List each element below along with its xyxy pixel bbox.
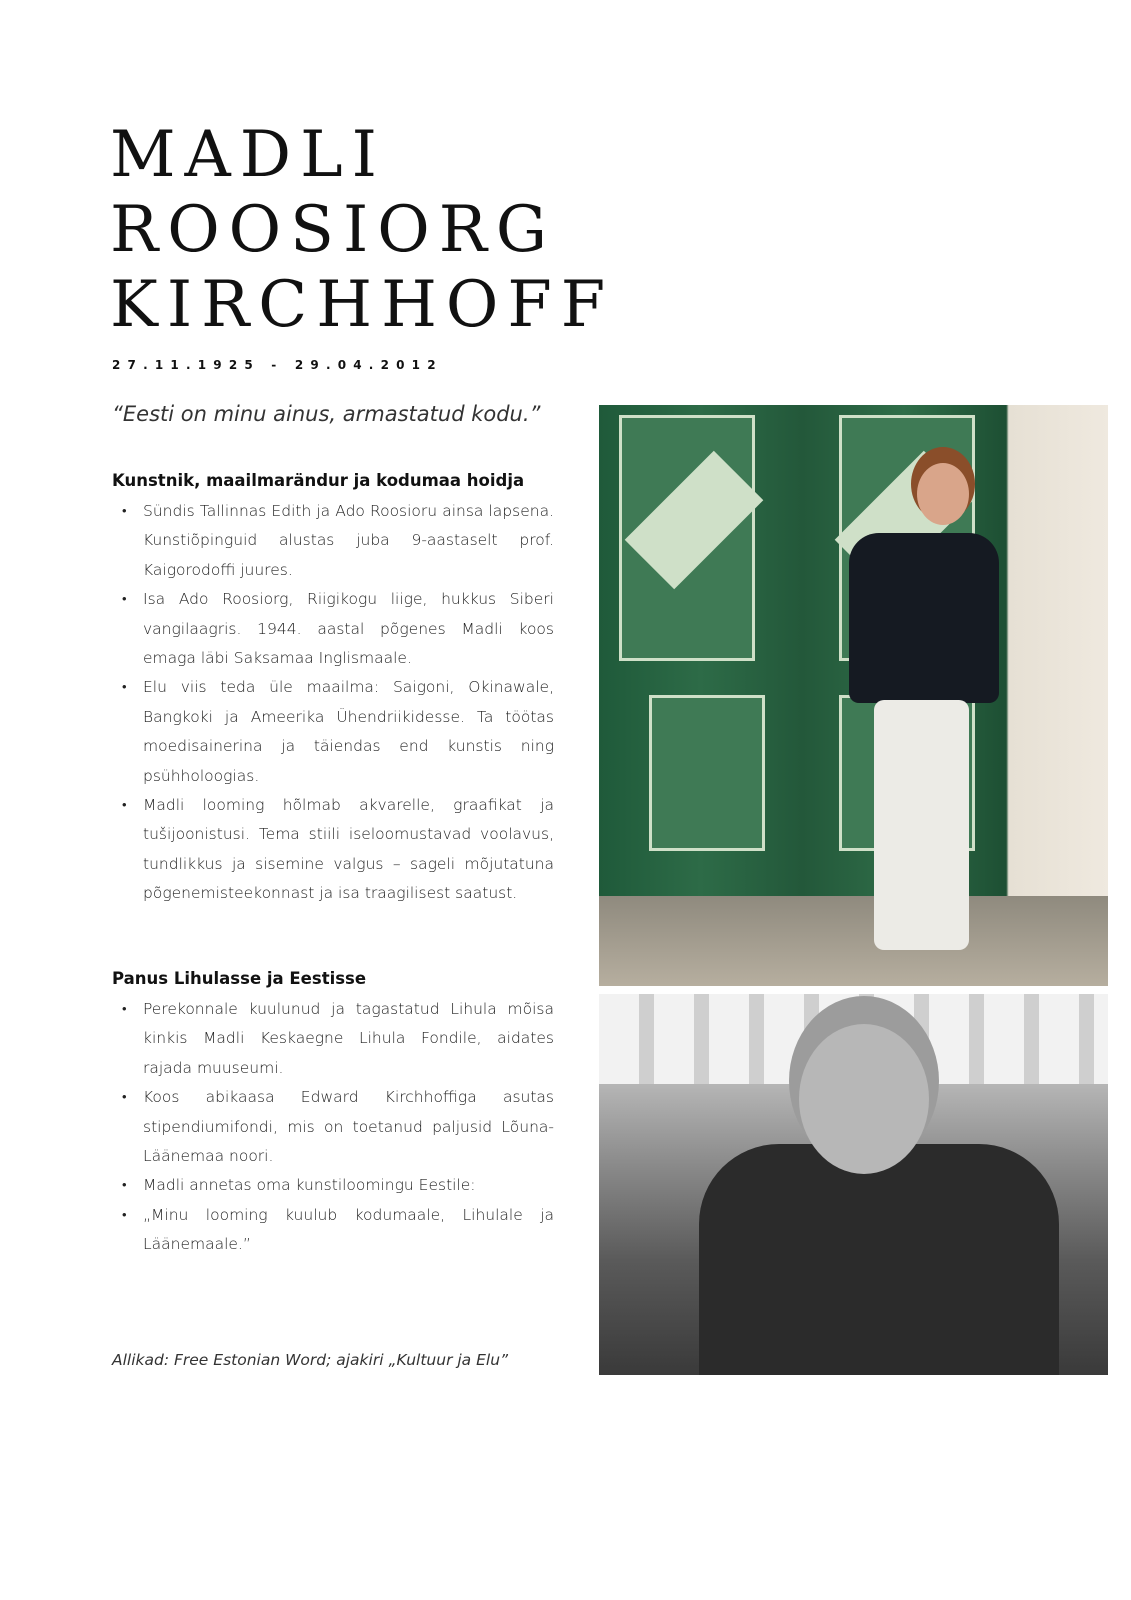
sources-note: Allikad: Free Estonian Word; ajakiri „Kultuur ja Elu” <box>112 1351 509 1369</box>
list-item: • Perekonnale kuulunud ja tagastatud Lihula mõisa kinkis Madli Keskaegne Lihula Fondile, aidates rajada muuseumi. <box>143 995 554 1083</box>
list-item: • „Minu looming kuulub kodumaale, Lihulale ja Läänemaale.” <box>143 1201 554 1260</box>
photo-color-portrait-at-green-door <box>599 405 1108 986</box>
section-heading: Kunstnik, maailmarändur ja kodumaa hoidja <box>112 471 525 490</box>
list-item: • Isa Ado Roosiorg, Riigikogu liige, hukkus Siberi vangilaagris. 1944. aastal põgenes Madli koos emaga läbi Saksamaa Inglismaale. <box>143 585 554 673</box>
photo-bw-portrait <box>599 994 1108 1375</box>
figure-trousers <box>874 700 969 950</box>
figure-jacket <box>699 1144 1059 1375</box>
section-contribution <box>112 967 554 1260</box>
figure-head <box>917 463 969 525</box>
list-item: • Madli looming hõlmab akvarelle, graafikat ja tušijoonistusi. Tema stiili iseloomustavad voolavus, tundlikkus ja sisemine valgus – sageli mõjutatuna põgenemisteekonnast ja isa traagilisest saatust. <box>143 791 554 909</box>
list-item: • Koos abikaasa Edward Kirchhoffiga asutas stipendiumifondi, mis on toetanud paljusid Lõuna-Läänemaa noori. <box>143 1083 554 1171</box>
figure-sweater <box>849 533 999 703</box>
section-heading: Panus Lihulasse ja Eestisse <box>112 969 367 988</box>
floor <box>599 896 1108 986</box>
title-line: MADLI <box>110 118 386 192</box>
page-title <box>110 118 614 343</box>
bullet-list <box>112 497 554 909</box>
title-line: KIRCHHOFF <box>110 268 615 342</box>
quote: “Eesti on minu ainus, armastatud kodu.” <box>112 402 541 426</box>
section-artist <box>112 469 554 909</box>
life-dates: 27.11.1925 - 29.04.2012 <box>112 358 443 372</box>
list-item: • Elu viis teda üle maailma: Saigoni, Okinawale, Bangkoki ja Ameerika Ühendriikidesse. Ta töötas moedisainerina ja täiendas end kunstis ning psühholoogias. <box>143 673 554 791</box>
list-item: • Madli annetas oma kunstiloomingu Eestile: <box>143 1171 554 1200</box>
bullet-list <box>112 995 554 1260</box>
door-panel <box>649 695 765 851</box>
title-line: ROOSIORG <box>110 193 557 267</box>
figure-face <box>799 1024 929 1174</box>
list-item: • Sündis Tallinnas Edith ja Ado Roosioru ainsa lapsena. Kunstiõpinguid alustas juba 9-aastaselt prof. Kaigorodoffi juures. <box>143 497 554 585</box>
